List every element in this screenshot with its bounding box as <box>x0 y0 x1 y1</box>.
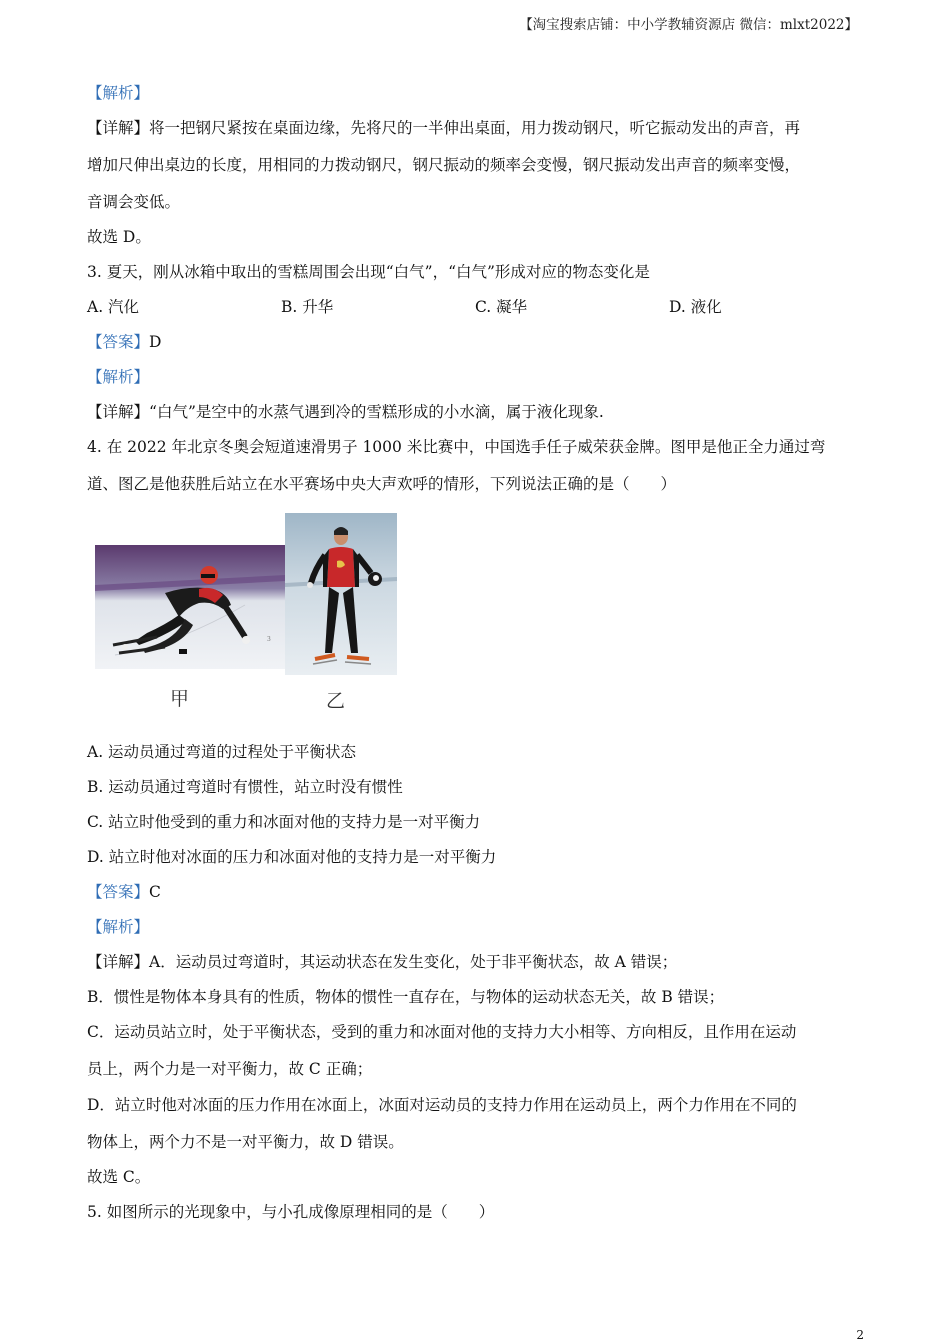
q4-detail-b: B．惯性是物体本身具有的性质，物体的惯性一直存在，与物体的运动状态无关，故 B 错误； <box>87 988 725 1006</box>
q2-detail-line-2: 增加尺伸出桌边的长度，用相同的力拨动钢尺，钢尺振动的频率会变慢，钢尺振动发出声音的频率变慢， <box>87 156 801 174</box>
q3-option-b: B. 升华 <box>281 298 334 316</box>
detail-tag: 【详解】 <box>87 953 150 971</box>
caption-jia: 甲 <box>170 688 190 710</box>
q4-answer <box>87 880 161 902</box>
detail-text: 将一把钢尺紧按在桌面边缘，先将尺的一半伸出桌面，用力拨动钢尺，听它振动发出的声音，再 <box>149 119 801 137</box>
answer-value: D <box>149 333 162 351</box>
q5-stem: 5. 如图所示的光现象中，与小孔成像原理相同的是（ ） <box>87 1203 495 1221</box>
answer-value: C <box>149 883 161 901</box>
q4-detail-d-2: 物体上，两个力不是一对平衡力，故 D 错误。 <box>87 1133 404 1151</box>
caption-yi: 乙 <box>326 690 346 712</box>
q2-conclusion: 故选 D。 <box>87 228 151 246</box>
q3-option-d: D. 液化 <box>669 298 722 316</box>
q4-stem-line-1: 4. 在 2022 年北京冬奥会短道速滑男子 1000 米比赛中，中国选手任子威荣获金牌。图甲是他正全力通过弯 <box>87 438 826 456</box>
detail-tag: 【详解】 <box>87 403 150 421</box>
q4-option-a: A. 运动员通过弯道的过程处于平衡状态 <box>87 743 357 761</box>
detail-text: A．运动员过弯道时，其运动状态在发生变化，处于非平衡状态，故 A 错误； <box>149 953 678 971</box>
q3-detail <box>87 400 604 422</box>
svg-text:3: 3 <box>267 636 271 643</box>
q4-detail-c-1: C．运动员站立时，处于平衡状态，受到的重力和冰面对他的支持力大小相等、方向相反，且作用在运动 <box>87 1023 797 1041</box>
q3-answer <box>87 330 161 352</box>
q3-option-c: C. 凝华 <box>475 298 528 316</box>
analysis-tag: 【解析】 <box>87 918 150 936</box>
q4-option-b: B. 运动员通过弯道时有惯性，站立时没有惯性 <box>87 778 403 796</box>
q2-detail-line-1 <box>87 116 800 138</box>
q4-option-d: D. 站立时他对冰面的压力和冰面对他的支持力是一对平衡力 <box>87 848 497 866</box>
q2-analysis-tag <box>87 81 149 103</box>
q2-detail-line-3: 音调会变低。 <box>87 193 181 211</box>
q4-analysis-tag <box>87 915 149 937</box>
photo-yi-skater-cheering <box>285 513 397 675</box>
q4-detail-c-2: 员上，两个力是一对平衡力，故 C 正确； <box>87 1060 373 1078</box>
q4-detail-a <box>87 950 677 972</box>
detail-text: “白气”是空中的水蒸气遇到冷的雪糕形成的小水滴，属于液化现象. <box>149 403 604 421</box>
q4-stem-line-2: 道、图乙是他获胜后站立在水平赛场中央大声欢呼的情形，下列说法正确的是（ ） <box>87 475 677 493</box>
q3-option-a: A. 汽化 <box>87 298 140 316</box>
detail-tag: 【详解】 <box>87 119 150 137</box>
page-number: 2 <box>856 1328 864 1342</box>
q4-detail-d-1: D．站立时他对冰面的压力作用在冰面上，冰面对运动员的支持力作用在运动员上，两个力作用在不同的 <box>87 1096 797 1114</box>
q4-option-c: C. 站立时他受到的重力和冰面对他的支持力是一对平衡力 <box>87 813 481 831</box>
analysis-tag: 【解析】 <box>87 84 150 102</box>
q3-stem: 3. 夏天，刚从冰箱中取出的雪糕周围会出现“白气”，“白气”形成对应的物态变化是 <box>87 263 650 281</box>
answer-tag: 【答案】 <box>87 883 150 901</box>
q4-conclusion: 故选 C。 <box>87 1168 151 1186</box>
analysis-tag: 【解析】 <box>87 368 150 386</box>
page-header: 【淘宝搜索店铺：中小学教辅资源店 微信：mlxt2022】 <box>519 17 858 33</box>
answer-tag: 【答案】 <box>87 333 150 351</box>
photo-jia-skater-cornering <box>95 545 285 669</box>
q3-analysis-tag <box>87 365 149 387</box>
